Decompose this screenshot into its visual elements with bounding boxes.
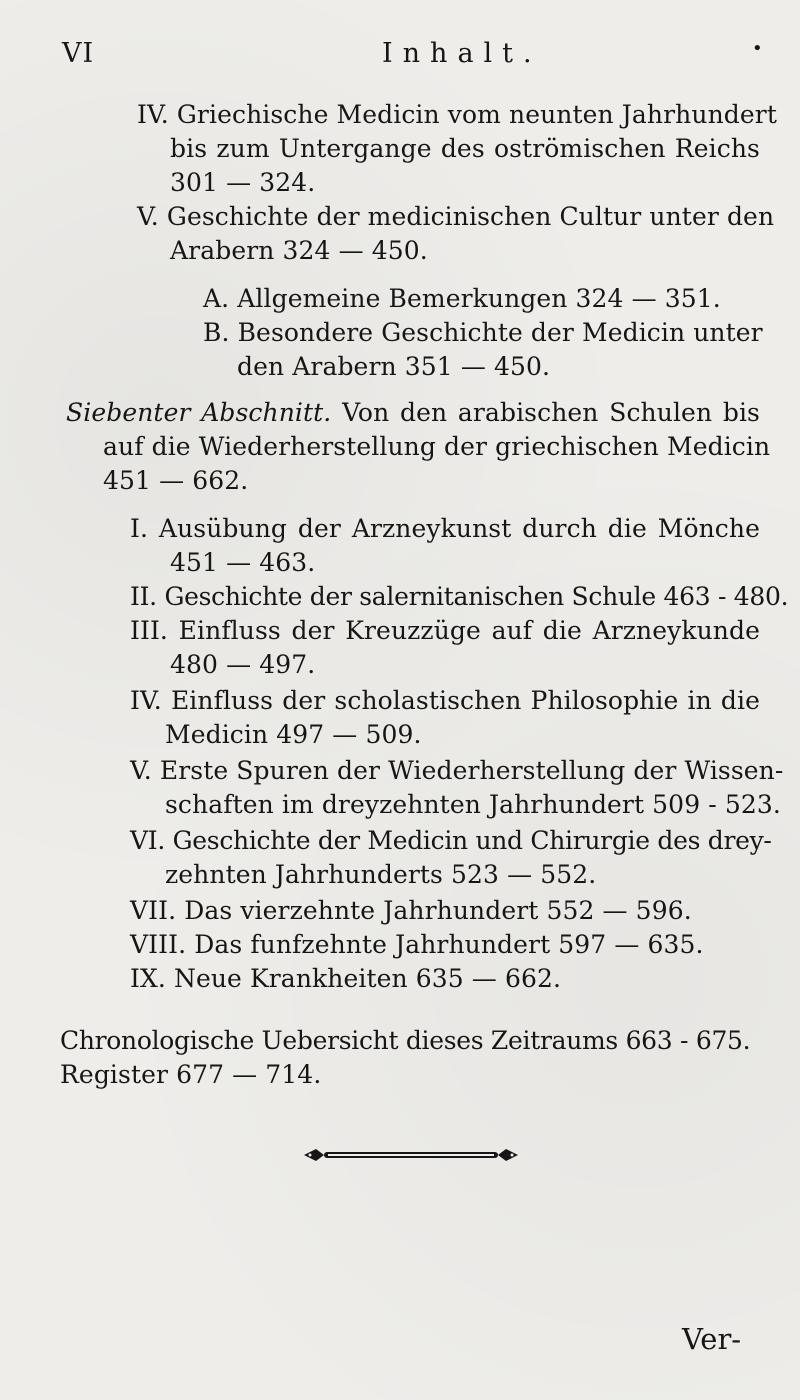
toc-entry-line: IV. Griechische Medicin vom neunten Jahrhundert bbox=[137, 100, 777, 129]
toc-entry-line: zehnten Jahrhunderts 523 — 552. bbox=[165, 860, 597, 889]
toc-entry-line: Arabern 324 — 450. bbox=[170, 236, 428, 265]
toc-entry-line: Medicin 497 — 509. bbox=[165, 720, 422, 749]
toc-entry-line: V. Geschichte der medicinischen Cultur unter den bbox=[137, 202, 775, 231]
toc-subentry-line: B. Besondere Geschichte der Medicin unter bbox=[203, 318, 763, 347]
toc-entry-line: bis zum Untergange des oströmischen Reichs bbox=[170, 134, 760, 163]
toc-entry-line: III. Einfluss der Kreuzzüge auf die Arzneykunde bbox=[130, 616, 761, 645]
toc-entry-line: VIII. Das funfzehnte Jahrhundert 597 — 635. bbox=[130, 930, 704, 959]
toc-entry-line: 301 — 324. bbox=[170, 168, 316, 197]
ornamental-rule bbox=[300, 1140, 522, 1170]
page-number: VI bbox=[62, 38, 95, 69]
toc-entry-line: Chronologische Uebersicht dieses Zeitraums 663 - 675. bbox=[60, 1026, 751, 1055]
section-label: Siebenter Abschnitt. bbox=[66, 398, 332, 427]
running-header bbox=[62, 38, 763, 78]
toc-entry-line: 480 — 497. bbox=[170, 650, 316, 679]
toc-entry-line: auf die Wiederherstellung der griechischen Medicin bbox=[103, 432, 771, 461]
header-mark: • bbox=[752, 38, 763, 59]
toc-subentry-line: A. Allgemeine Bemerkungen 324 — 351. bbox=[203, 284, 721, 313]
catchword: Ver- bbox=[682, 1322, 742, 1356]
toc-entry-line: 451 — 463. bbox=[170, 548, 316, 577]
toc-entry-line: VII. Das vierzehnte Jahrhundert 552 — 596. bbox=[130, 896, 692, 925]
toc-entry-line: II. Geschichte der salernitanischen Schule 463 - 480. bbox=[130, 582, 789, 611]
page-title: Inhalt. bbox=[382, 38, 542, 69]
toc-entry-line: Register 677 — 714. bbox=[60, 1060, 322, 1089]
section-heading: Siebenter Abschnitt. Von den arabischen Schulen bis bbox=[66, 398, 760, 427]
toc-entry-line: IX. Neue Krankheiten 635 — 662. bbox=[130, 964, 562, 993]
toc-entry-line: I. Ausübung der Arzneykunst durch die Mönche bbox=[130, 514, 761, 543]
toc-entry-line: VI. Geschichte der Medicin und Chirurgie des drey- bbox=[130, 826, 772, 855]
toc-entry-line: IV. Einfluss der scholastischen Philosophie in die bbox=[130, 686, 761, 715]
toc-entry-line: V. Erste Spuren der Wiederherstellung der Wissen- bbox=[130, 756, 784, 785]
toc-entry-line: 451 — 662. bbox=[103, 466, 249, 495]
toc-entry-line: schaften im dreyzehnten Jahrhundert 509 - 523. bbox=[165, 790, 781, 819]
toc-subentry-line: den Arabern 351 — 450. bbox=[237, 352, 551, 381]
